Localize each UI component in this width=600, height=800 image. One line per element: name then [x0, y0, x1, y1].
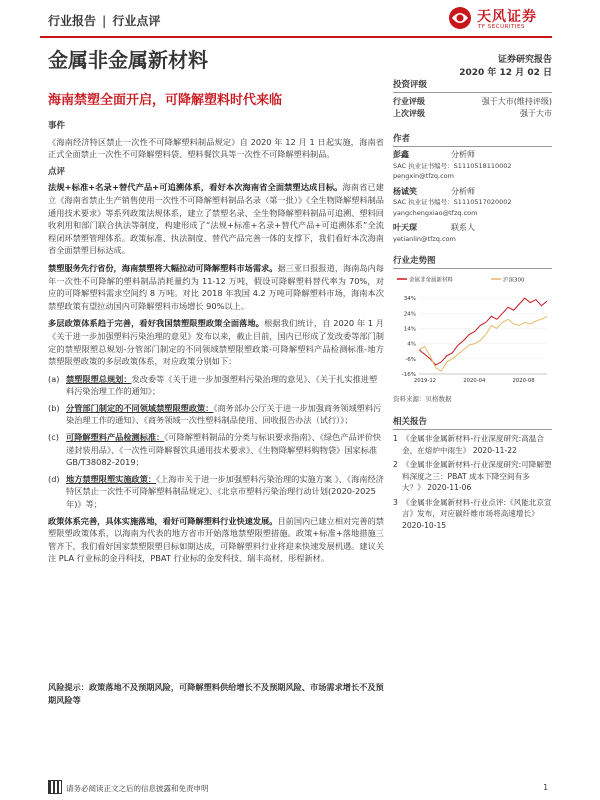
list-item-lead: 禁塑限塑总规划：	[66, 373, 132, 384]
tag-separator: |	[102, 14, 107, 28]
author-name: 叶天琛	[393, 223, 417, 232]
rating-heading: 投资评级	[393, 78, 552, 93]
trend-chart-svg	[393, 272, 552, 390]
related-index: 3	[393, 497, 398, 507]
author-email[interactable]: yangchengxiao@tfzq.com	[393, 208, 478, 217]
paragraph-1-lead: 法规+标准+名录+替代产品+可追溯体系，看好本次海南省全面禁塑达成目标。	[48, 182, 343, 193]
policy-list-item	[48, 473, 384, 511]
related-title: 《金属非金属新材料-行业深度研究:高温合金，在熔炉中雨生》 2020-11-22	[402, 434, 544, 455]
legend-label: 沪深300	[503, 277, 525, 284]
related-heading: 相关报告	[393, 415, 552, 430]
list-item-text: 《商务部办公厅关于进一步加强商务领域塑料污染治理工作的通知》、《商务领域一次性塑料制品使用、回收报告办法（试行）》；	[66, 402, 382, 426]
paragraph-4-lead: 政策体系完善，具体实施落地，看好可降解塑料行业快速发展。	[48, 515, 278, 526]
list-number: (a)	[48, 373, 60, 384]
paragraph-2	[48, 262, 384, 312]
page-title: 金属非金属新材料	[48, 48, 208, 72]
author-entry	[393, 187, 552, 219]
author-email[interactable]: pengxin@tfzq.com	[393, 172, 454, 180]
report-category	[48, 12, 160, 29]
paragraph-3	[48, 317, 384, 367]
author-name: 杨诚笑	[393, 186, 417, 196]
report-date: 2020 年 12 月 02 日	[459, 68, 552, 78]
logo-text-cn: 天风证券	[477, 9, 537, 25]
qr-code-icon	[48, 780, 62, 794]
logo-text-en: TF SECURITIES	[478, 24, 525, 30]
policy-list-item	[48, 431, 384, 469]
report-type: 证券研究报告	[497, 55, 552, 65]
y-tick-label: 14%	[403, 326, 416, 333]
rating-label: 行业评级	[393, 97, 425, 106]
report-subtitle: 海南禁塑全面开启，可降解塑料时代来临	[48, 93, 283, 108]
list-item-lead: 分管部门制定的不同领域禁塑限塑政策：	[66, 402, 214, 413]
list-number: (d)	[48, 473, 60, 484]
list-item-text: 《上海市关于进一步加强塑料污染治理的实施方案 》、《海南经济特区禁止一次性不可降解塑料制品规定》、《北京市塑料污染治理行动计划(2020-2025 年)》等；	[66, 473, 384, 510]
series-line	[419, 298, 547, 365]
chart-source: 资料来源：贝格数据	[393, 395, 452, 403]
related-index: 2	[393, 460, 398, 469]
related-reports	[393, 433, 552, 531]
y-tick-label: -6%	[405, 356, 416, 363]
related-index: 1	[393, 434, 398, 443]
industry-trend-chart	[393, 272, 552, 392]
y-tick-label: -16%	[401, 372, 416, 378]
paragraph-4-text: 目前国内已建立相对完善的禁塑限塑政策体系，以海南为代表的地方省市开始落地禁塑限塑措施。政策+标准+落地措施三管齐下，我们看好国家禁塑限塑目标如期达成，可降解塑料行业将迎来快速发展机遇。建议关注 PLA 行业标的金丹科技，PBAT 行业标的金发科技、瑞丰高材、彤程新材。	[48, 515, 384, 564]
sidebar	[393, 78, 552, 534]
page-number: 1	[543, 783, 548, 792]
x-tick-label: 2020-04	[463, 378, 486, 384]
logo-mark-icon	[447, 4, 473, 32]
page-header	[0, 0, 600, 38]
section-heading-event: 事件	[48, 121, 66, 131]
rating-value: 强于大市(维持评级)	[481, 97, 552, 106]
header-divider	[40, 36, 552, 38]
event-paragraph: 《海南经济特区禁止一次性不可降解塑料制品规定》自 2020 年 12 月 1 日起实施，海南省正式全面禁止一次性不可降解塑料袋、塑料餐饮具等一次性不可降解塑料制品。	[48, 136, 384, 160]
author-name: 彭鑫	[393, 150, 409, 159]
page-footer	[48, 783, 560, 797]
footer-disclaimer: 请务必阅读正文之后的信息披露和免责申明	[66, 784, 209, 793]
policy-list-item	[48, 402, 384, 427]
chart-heading: 行业走势图	[393, 254, 552, 269]
paragraph-2-text: 据三亚日报报道，海南岛内每年一次性不可降解的塑料制品消耗量约为 11-12 万吨，假设可降解塑料替代率为 70%，对应的可降解塑料需求空间约 8 万吨。对比 2018 年我国 4.2 万吨可降解塑料市场，海南本次禁塑政策有望拉动国内可降解塑料市场增长 90%以上。	[48, 262, 384, 311]
author-cert: SAC 执业证书编号：S1110518110002	[393, 161, 512, 170]
policy-list-item	[48, 373, 384, 398]
paragraph-1-text: 海南省已建立《海南省禁止生产销售使用一次性不可降解塑料制品名录（第一批）》《全生物降解塑料制品通用技术要求》等系列政策法规体系，建立了禁塑名录、全生物降解塑料制品可追溯、塑料回收利用和部门联合执法等制度，构建形成了“法规+标准+名录+替代产品+可追溯体系”全流程闭环禁塑管理体系。政策标准、执法制度、替代产品完善一体的支撑下，我们看好本次海南省全面禁塑目标达成。	[48, 182, 384, 256]
rating-row	[393, 108, 552, 120]
related-title: 《金属非金属新材料-行业深度研究:可降解塑料深度之三：PBAT 成本下降空间有多大？》 2020-11-06	[402, 460, 552, 492]
rating-label: 上次评级	[393, 109, 425, 118]
y-tick-label: 4%	[407, 341, 416, 348]
related-report-item[interactable]	[393, 497, 552, 532]
paragraph-2-lead: 禁塑服务先行省份，海南禁塑将大幅拉动可降解塑料市场需求。	[48, 262, 278, 273]
author-title: 联系人	[451, 223, 475, 232]
related-report-item[interactable]	[393, 459, 552, 494]
tag-industry-comment: 行业点评	[112, 14, 161, 28]
author-entry	[393, 223, 552, 244]
y-tick-label: 34%	[403, 296, 416, 303]
section-heading-comment: 点评	[48, 166, 66, 177]
list-item-text: 《可降解塑料制品的分类与标识要求指南》、《绿色产品评价快递封装用品》、《一次性可降解餐饮具通用技术要求》、《生物降解塑料购物袋》国家标准 GB/T38082-2019；	[66, 432, 382, 468]
main-content	[48, 120, 384, 570]
risk-warning: 风险提示：政策落地不及预期风险，可降解塑料供给增长不及预期风险、市场需求增长不及预期风险等	[48, 682, 384, 705]
y-tick-label: 24%	[403, 311, 416, 318]
paragraph-1	[48, 181, 384, 257]
company-logo	[447, 4, 557, 34]
rating-value: 强于大市	[520, 109, 552, 118]
rating-row	[393, 96, 552, 108]
related-report-item[interactable]	[393, 433, 552, 456]
x-tick-label: 2019-12	[413, 378, 437, 384]
list-item-lead: 可降解塑料产品检测标准：	[66, 432, 165, 443]
author-cert: SAC 执业证书编号：S1110517020002	[393, 198, 512, 206]
author-entry	[393, 150, 552, 182]
related-title: 《金属非金属新材料-行业点评:《风能北京宣言》发布，对应碳纤维市场将高速增长》 2020-10-15	[402, 497, 552, 530]
paragraph-3-text: 根据我们统计，自 2020 年 1 月《关于进一步加强塑料污染治理的意见》发布以来，截止目前，国内已形成了发改委等部门制定的禁塑限塑总规划-分管部门制定的不同领域禁塑限塑政策-可降解塑料产品检测标准-地方禁塑限塑政策的多层政策体系，对应政策分别如下：	[48, 318, 384, 367]
author-title: 分析师	[451, 186, 475, 196]
list-item-lead: 地方禁塑限塑实施政策：	[66, 473, 157, 484]
list-item-text: 发改委等《关于进一步加强塑料污染治理的意见》、《关于扎实推进塑料污染治理工作的通知》；	[66, 373, 378, 397]
paragraph-4	[48, 515, 384, 565]
list-number: (b)	[48, 402, 60, 413]
author-email[interactable]: yetianlin@tfzq.com	[393, 234, 456, 243]
legend-label: 金属非金属新材料	[409, 277, 454, 284]
author-title: 分析师	[451, 150, 475, 159]
author-heading: 作者	[393, 132, 552, 147]
x-tick-label: 2020-08	[512, 378, 535, 384]
list-number: (c)	[48, 432, 59, 443]
paragraph-3-lead: 多层政策体系趋于完善，看好我国禁塑限塑政策全面落地。	[48, 318, 265, 329]
tag-industry-report: 行业报告	[48, 14, 97, 28]
